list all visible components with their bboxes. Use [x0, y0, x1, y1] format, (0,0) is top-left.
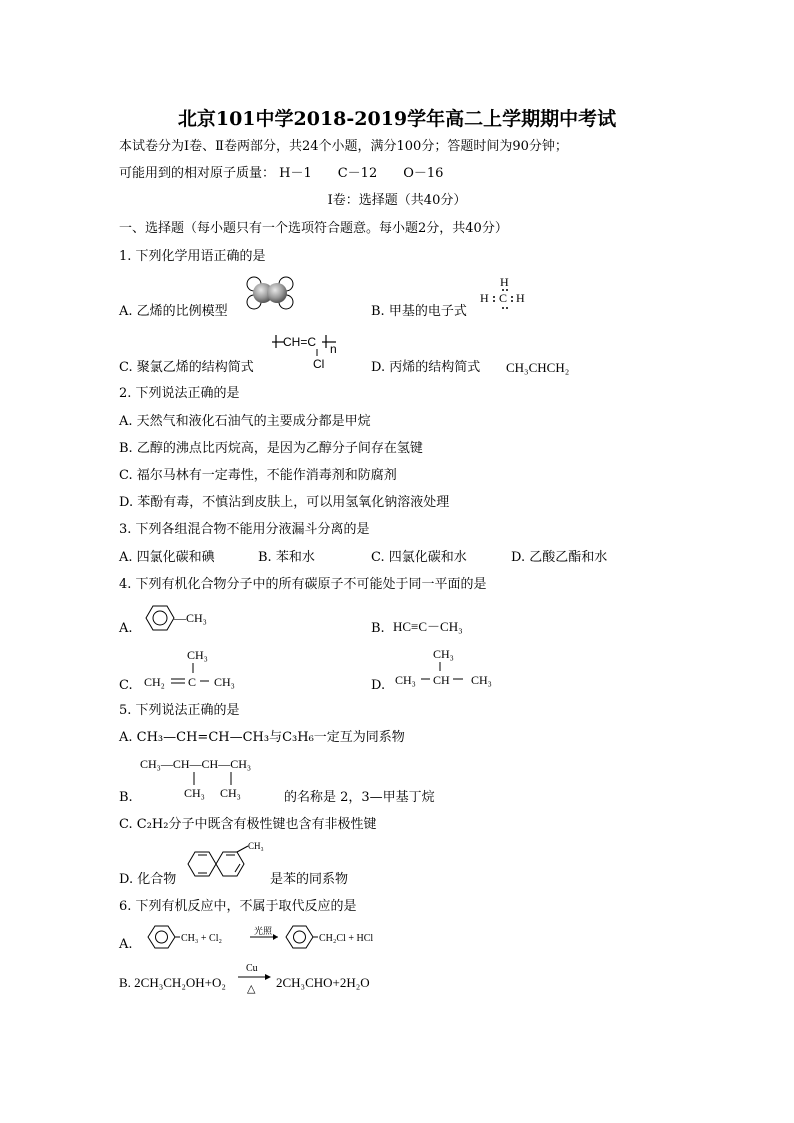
isobutane-left: CH₃: [395, 673, 416, 687]
intro-line-2: 可能用到的相对原子质量： H－1 C－12 O－16: [119, 166, 444, 181]
product-text: CH₂Cl + HCl: [319, 933, 374, 944]
isobutane-structure: [395, 644, 505, 690]
methylnaphthalene-methyl: CH₃: [248, 841, 264, 851]
exam-title: 北京101中学2018-2019学年高二上学期期中考试: [177, 108, 617, 130]
methylnaphthalene-structure: [184, 840, 274, 886]
q2-option-b: B. 乙醇的沸点比丙烷高，是因为乙醇分子间存在氢键: [119, 441, 423, 456]
h-left: H: [480, 291, 489, 305]
propyne-formula: HC≡C－CH₃: [393, 619, 463, 634]
ethylene-space-filling-model: [244, 276, 296, 310]
isobutane-right: CH₃: [471, 673, 492, 687]
q6-stem: 6. 下列有机反应中，不属于取代反应的是: [119, 899, 357, 914]
pvc-main: CH=C: [283, 335, 317, 349]
q4-stem: 4. 下列有机化合物分子中的所有碳原子不可能处于同一平面的是: [119, 577, 487, 592]
isobutene-right: CH₃: [214, 675, 235, 689]
methyl-electron-formula: [478, 276, 530, 316]
intro-line-1: 本试卷分为Ⅰ卷、Ⅱ卷两部分，共24个小题，满分100分；答题时间为90分钟；: [119, 139, 568, 154]
q5-b-text: 的名称是 2，3—甲基丁烷: [284, 790, 435, 805]
cu-catalyst: Cu: [246, 963, 258, 974]
q5-b-label: B.: [119, 790, 133, 805]
dimethylbutane-structure: [140, 755, 290, 803]
q3-option-d: D. 乙酸乙酯和水: [511, 550, 608, 565]
q3-option-a: A. 四氯化碳和碘: [119, 550, 215, 565]
dmb-sub1: CH₃: [184, 786, 205, 800]
dmb-sub2: CH₃: [220, 786, 241, 800]
pvc-cl: Cl: [313, 357, 325, 371]
q1-stem: 1. 下列化学用语正确的是: [119, 249, 266, 264]
toluene-methyl: —CH₃: [174, 611, 207, 625]
q3-option-c: C. 四氯化碳和水: [371, 550, 467, 565]
q5-stem: 5. 下列说法正确的是: [119, 703, 240, 718]
section-title: Ⅰ卷：选择题（共40分）: [327, 193, 467, 208]
q6-a-label: A.: [119, 937, 133, 952]
isobutene-left: CH₂: [144, 675, 165, 689]
q4-b-label: B.: [371, 621, 385, 636]
q2-option-c: C. 福尔马林有一定毒性，不能作消毒剂和防腐剂: [119, 468, 397, 483]
light-condition: 光照: [254, 926, 273, 936]
isobutene-structure: [143, 646, 253, 692]
reactant-text: CH₃ + Cl₂: [181, 933, 222, 944]
q3-option-b: B. 苯和水: [258, 550, 315, 565]
q1-option-b: B. 甲基的电子式: [371, 304, 467, 319]
isobutene-mid: C: [188, 675, 197, 689]
isobutane-top: CH₃: [433, 647, 454, 661]
reaction-arrow-cu-heat: [236, 960, 276, 996]
q3-stem: 3. 下列各组混合物不能用分液漏斗分离的是: [119, 522, 370, 537]
heat-symbol: △: [247, 983, 256, 995]
q5-d-label: D. 化合物: [119, 872, 177, 887]
q5-option-c: C. C₂H₂分子中既含有极性键也含有非极性键: [119, 817, 377, 832]
q4-c-label: C.: [119, 678, 133, 693]
q2-stem: 2. 下列说法正确的是: [119, 386, 240, 401]
h-top: H: [500, 275, 509, 289]
h-right: H: [516, 291, 525, 305]
q1-option-a: A. 乙烯的比例模型: [119, 304, 228, 319]
q4-a-label: A.: [119, 621, 133, 636]
q2-option-a: A. 天然气和液化石油气的主要成分都是甲烷: [119, 414, 371, 429]
q5-d-text: 是苯的同系物: [270, 872, 349, 887]
q2-option-d: D. 苯酚有毒，不慎沾到皮肤上，可以用氢氧化钠溶液处理: [119, 495, 450, 510]
pvc-n: n: [330, 342, 337, 356]
q6-b-right: 2CH₃CHO+2H₂O: [276, 975, 370, 990]
pvc-structural-formula: [270, 332, 350, 372]
c-atom: C: [499, 291, 508, 305]
q1-option-c: C. 聚氯乙烯的结构简式: [119, 360, 254, 375]
toluene-structure: [143, 602, 223, 634]
isobutane-mid: CH: [433, 673, 450, 687]
toluene-chlorination-equation: [146, 922, 416, 952]
q5-option-a: A. CH₃—CH=CH—CH₃与C₃H₆一定互为同系物: [119, 730, 405, 745]
q1-option-d: D. 丙烯的结构简式: [371, 360, 481, 375]
dmb-main: CH₃—CH—CH—CH₃: [140, 757, 252, 771]
isobutene-top: CH₃: [187, 648, 208, 662]
propene-formula: CH₃CHCH₂: [506, 360, 570, 375]
q4-d-label: D.: [371, 678, 386, 693]
q6-b-left: B. 2CH₃CH₂OH+O₂: [119, 975, 226, 990]
part-heading: 一、选择题（每小题只有一个选项符合题意。每小题2分，共40分）: [119, 221, 508, 236]
